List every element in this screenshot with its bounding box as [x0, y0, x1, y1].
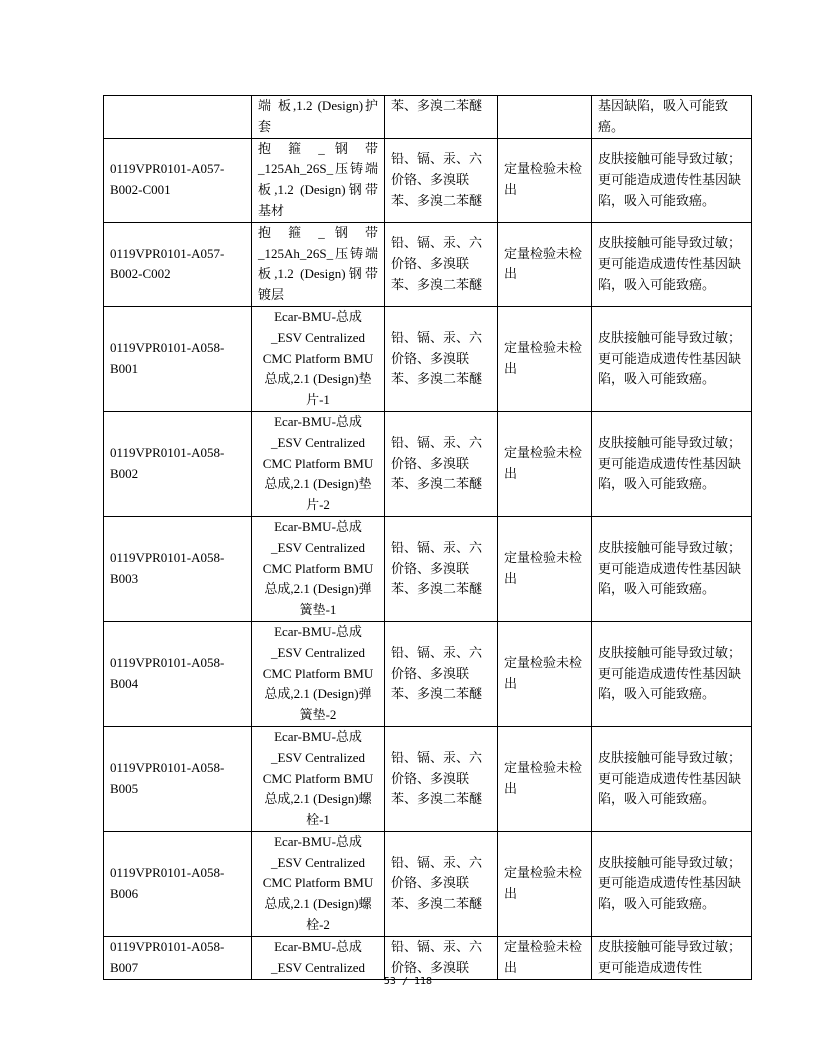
substances-cell: 铅、镉、汞、六价铬、多溴联苯、多溴二苯醚 — [385, 222, 498, 306]
result-cell: 定量检验未检出 — [498, 621, 592, 726]
table-row — [104, 96, 752, 139]
part-name-cell: Ecar-BMU-总成 _ESV Centralized CMC Platform BMU 总成,2.1 (Design)垫片-1 — [252, 306, 385, 411]
risk-cell: 皮肤接触可能导致过敏；更可能造成遗传性基因缺陷，吸入可能致癌。 — [592, 411, 752, 516]
result-cell: 定量检验未检出 — [498, 138, 592, 222]
result-cell: 定量检验未检出 — [498, 516, 592, 621]
result-cell: 定量检验未检出 — [498, 222, 592, 306]
page-number: 53 / 118 — [383, 976, 433, 987]
result-cell: 定量检验未检出 — [498, 726, 592, 831]
part-name-cell: Ecar-BMU-总成 _ESV Centralized — [252, 936, 385, 979]
table-row — [104, 306, 752, 411]
table-row — [104, 222, 752, 306]
substances-cell: 铅、镉、汞、六价铬、多溴联苯、多溴二苯醚 — [385, 516, 498, 621]
risk-cell: 皮肤接触可能导致过敏；更可能造成遗传性基因缺陷，吸入可能致癌。 — [592, 138, 752, 222]
risk-cell: 皮肤接触可能导致过敏；更可能造成遗传性基因缺陷，吸入可能致癌。 — [592, 516, 752, 621]
part-number-cell: 0119VPR0101-A058-B005 — [104, 726, 252, 831]
substances-cell: 铅、镉、汞、六价铬、多溴联苯、多溴二苯醚 — [385, 621, 498, 726]
part-number-cell: 0119VPR0101-A058-B002 — [104, 411, 252, 516]
part-name-cell: Ecar-BMU-总成 _ESV Centralized CMC Platform BMU 总成,2.1 (Design)螺栓-2 — [252, 831, 385, 936]
part-number-cell: 0119VPR0101-A058-B007 — [104, 936, 252, 979]
risk-cell: 皮肤接触可能导致过敏；更可能造成遗传性基因缺陷，吸入可能致癌。 — [592, 621, 752, 726]
table-row — [104, 936, 752, 979]
substance-table — [103, 95, 752, 980]
substances-cell: 铅、镉、汞、六价铬、多溴联苯、多溴二苯醚 — [385, 831, 498, 936]
result-cell: 定量检验未检出 — [498, 936, 592, 979]
substances-cell: 铅、镉、汞、六价铬、多溴联苯、多溴二苯醚 — [385, 411, 498, 516]
part-number-cell: 0119VPR0101-A057-B002-C001 — [104, 138, 252, 222]
table-row — [104, 621, 752, 726]
result-cell — [498, 96, 592, 139]
risk-cell: 皮肤接触可能导致过敏；更可能造成遗传性基因缺陷，吸入可能致癌。 — [592, 831, 752, 936]
substances-cell: 铅、镉、汞、六价铬、多溴联苯、多溴二苯醚 — [385, 138, 498, 222]
result-cell: 定量检验未检出 — [498, 306, 592, 411]
table-row — [104, 516, 752, 621]
table-row — [104, 411, 752, 516]
substances-cell: 铅、镉、汞、六价铬、多溴联苯、多溴二苯醚 — [385, 306, 498, 411]
risk-cell: 皮肤接触可能导致过敏；更可能造成遗传性基因缺陷，吸入可能致癌。 — [592, 306, 752, 411]
risk-cell: 基因缺陷，吸入可能致癌。 — [592, 96, 752, 139]
part-number-cell: 0119VPR0101-A058-B001 — [104, 306, 252, 411]
substances-cell: 苯、多溴二苯醚 — [385, 96, 498, 139]
result-cell: 定量检验未检出 — [498, 831, 592, 936]
part-name-cell: Ecar-BMU-总成 _ESV Centralized CMC Platform BMU 总成,2.1 (Design)弹簧垫-2 — [252, 621, 385, 726]
part-name-cell: 抱 箍 _ 钢 带 _125Ah_26S_压铸端 板,1.2 (Design)钢带基材 — [252, 138, 385, 222]
part-number-cell: 0119VPR0101-A058-B006 — [104, 831, 252, 936]
part-number-cell: 0119VPR0101-A057-B002-C002 — [104, 222, 252, 306]
table-row — [104, 831, 752, 936]
part-number-cell: 0119VPR0101-A058-B004 — [104, 621, 252, 726]
part-number-cell — [104, 96, 252, 139]
part-name-cell: Ecar-BMU-总成 _ESV Centralized CMC Platform BMU 总成,2.1 (Design)垫片-2 — [252, 411, 385, 516]
risk-cell: 皮肤接触可能导致过敏；更可能造成遗传性基因缺陷，吸入可能致癌。 — [592, 222, 752, 306]
part-name-cell: 端 板,1.2 (Design)护套 — [252, 96, 385, 139]
part-name-cell: Ecar-BMU-总成 _ESV Centralized CMC Platform BMU 总成,2.1 (Design)弹簧垫-1 — [252, 516, 385, 621]
substances-cell: 铅、镉、汞、六价铬、多溴联 — [385, 936, 498, 979]
risk-cell: 皮肤接触可能导致过敏；更可能造成遗传性基因缺陷，吸入可能致癌。 — [592, 726, 752, 831]
table-row — [104, 138, 752, 222]
table-row — [104, 726, 752, 831]
part-name-cell: 抱 箍 _ 钢 带 _125Ah_26S_压铸端 板,1.2 (Design)钢带镀层 — [252, 222, 385, 306]
part-number-cell: 0119VPR0101-A058-B003 — [104, 516, 252, 621]
substances-cell: 铅、镉、汞、六价铬、多溴联苯、多溴二苯醚 — [385, 726, 498, 831]
risk-cell: 皮肤接触可能导致过敏；更可能造成遗传性 — [592, 936, 752, 979]
result-cell: 定量检验未检出 — [498, 411, 592, 516]
part-name-cell: Ecar-BMU-总成 _ESV Centralized CMC Platform BMU 总成,2.1 (Design)螺栓-1 — [252, 726, 385, 831]
